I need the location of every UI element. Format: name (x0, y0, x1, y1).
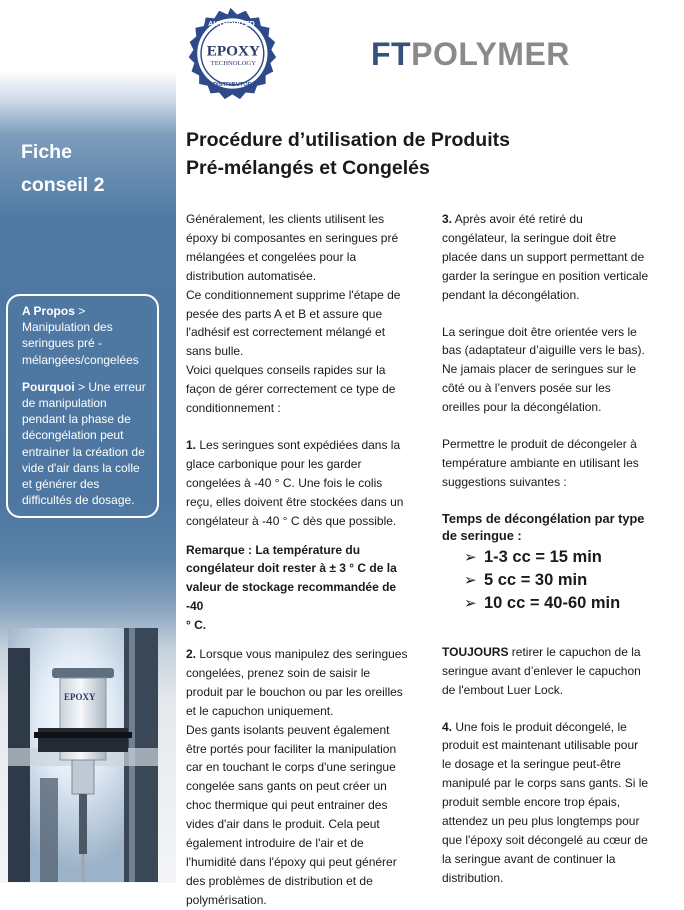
pourquoi-line: vide d'air dans la colle (22, 460, 140, 475)
epoxy-sub-text: TECHNOLOGY (210, 59, 257, 67)
toujours-line: seringue avant d’enlever le capuchon (442, 663, 641, 678)
step4-line: que l'époxy soit décongelé au cœur de (442, 832, 648, 847)
epoxy-top-text: AUTHORIZED (208, 19, 255, 28)
step2-line: congelées, prenez soin de saisir le (186, 665, 371, 680)
step2-line: être portés pour faciliter la manipulation (186, 741, 397, 756)
toujours-label: TOUJOURS (442, 644, 509, 659)
step2-line: choc thermique qui peut entrainer des (186, 798, 388, 813)
pourquoi-line: entrainer la création de (22, 444, 145, 459)
toujours-line: retirer le capuchon de la (508, 644, 641, 659)
page-title (186, 126, 510, 182)
intro-line: Généralement, les clients utilisent les (186, 212, 385, 226)
step-number: 4. (442, 719, 453, 734)
step4-line: produit est maintenant utilisable pour (442, 738, 639, 753)
step2-line: également introduire de l'air et de (186, 836, 364, 851)
apropos-line: Manipulation des (22, 320, 113, 335)
step-number: 2. (186, 647, 197, 662)
step2-line: Lorsque vous manipulez des seringues (196, 647, 408, 662)
permit-line: suggestions suivantes : (442, 474, 567, 489)
arrow-bullet-icon: ➢ (464, 594, 477, 612)
step4-line: Une fois le produit décongelé, le (452, 719, 627, 734)
pourquoi-line: pendant la phase de (22, 412, 131, 427)
epoxy-bottom-text: DISTRIBUTOR (213, 81, 252, 88)
step4-line: la seringue avant de continuer la (442, 851, 616, 866)
step3-line: pendant la décongélation. (442, 287, 580, 302)
thaw-time-item (464, 546, 668, 569)
intro-line: façon de gérer correctement ce type de (186, 382, 396, 397)
remark-line: ° C. (186, 618, 207, 633)
intro-line: époxy bi composantes en seringues pré (186, 230, 399, 245)
intro-line: mélangées et congelées pour la (186, 249, 357, 264)
title-line: Procédure d’utilisation de Produits (186, 129, 510, 151)
orient-line: Ne jamais placer de seringues sur le (442, 362, 637, 377)
step2-line: car en touchant le corps d'une seringue (186, 760, 396, 775)
column-right (442, 210, 668, 888)
step3-line: placée dans un support permettant de (442, 249, 645, 264)
step3-line: Après avoir été retiré du (452, 212, 583, 226)
step2-line: et le capuchon uniquement. (186, 703, 334, 718)
column-left (186, 210, 412, 910)
apropos-line: mélangées/congelées (22, 352, 139, 367)
ftpolymer-ft: FT (371, 36, 412, 72)
pourquoi-label: Pourquoi (22, 379, 75, 394)
pourquoi-arrow: > Une erreur (78, 379, 146, 394)
fiche-line: Fiche (21, 141, 72, 163)
step2-line: Des gants isolants peuvent également (186, 722, 390, 737)
step4-line: le dosage et la seringue peut-être (442, 757, 621, 772)
remark-line: Remarque : La température du (186, 542, 361, 557)
pourquoi-line: et générer des (22, 477, 100, 492)
step3-line: congélateur, la seringue doit être (442, 230, 617, 245)
step2-line: congelée sans gants on peut créer un (186, 779, 387, 794)
intro-line: pesée des parts A et B et assure que (186, 306, 383, 321)
toujours-line: de l'embout Luer Lock. (442, 682, 564, 697)
step4-line: distribution. (442, 870, 504, 885)
thaw-time-item (464, 592, 668, 615)
step2-line: l'humidité dans l'époxy qui peut générer (186, 855, 397, 869)
ftpolymer-logo (371, 36, 570, 72)
arrow-bullet-icon: ➢ (464, 571, 477, 589)
thaw-time-text: 5 cc = 30 min (484, 570, 588, 589)
intro-line: distribution automatisée. (186, 268, 317, 283)
orient-line: bas (adaptateur d’aiguille vers le bas). (442, 343, 645, 358)
syringe-label: EPOXY (64, 692, 96, 702)
apropos-box (6, 294, 159, 518)
fiche-conseil-title (21, 136, 104, 202)
epoxy-technology-logo (183, 6, 278, 101)
pourquoi-line: difficultés de dosage. (22, 493, 135, 508)
thaw-time-text: 10 cc = 40-60 min (484, 593, 621, 612)
step4-line: produit semble encore trop épais, (442, 795, 621, 810)
thaw-times-list (464, 546, 668, 615)
thaw-time-text: 1-3 cc = 15 min (484, 547, 602, 566)
arrow-bullet-icon: ➢ (464, 548, 477, 566)
step4-line: manipulé par le corps sans gants. Si le (442, 776, 649, 791)
orient-line: côté ou à l’envers posée sur les (442, 381, 611, 396)
step2-line: polymérisation. (186, 892, 267, 907)
permit-line: température ambiante en utilisant les (442, 455, 639, 470)
step2-line: vides d'air dans le produit. Cela peut (186, 817, 380, 832)
step-number: 1. (186, 437, 197, 452)
pourquoi-line: décongélation peut (22, 428, 124, 443)
epoxy-main-text: EPOXY (206, 42, 260, 60)
intro-line: Voici quelques conseils rapides sur la (186, 363, 386, 378)
step2-line: produit par le bouchon ou par les oreilles (186, 684, 403, 699)
intro-line: l'adhésif est correctement mélangé et (186, 325, 386, 340)
apropos-label: A Propos (22, 304, 75, 318)
step2-line: des problèmes de distribution et de (186, 873, 373, 888)
apropos-arrow: > (78, 304, 86, 318)
pourquoi-line: de manipulation (22, 396, 107, 411)
intro-line: Ce conditionnement supprime l'étape de (186, 287, 401, 302)
remark-line: congélateur doit rester à ± 3 ° C de la (186, 561, 397, 576)
step1-line: congélateur à -40 ° C dès que possible. (186, 513, 397, 528)
orient-line: oreilles pour la décongélation. (442, 400, 602, 415)
thaw-time-item (464, 569, 668, 592)
step1-line: reçu, elles doivent être stockées dans un (186, 494, 404, 509)
fiche-line: conseil 2 (21, 174, 105, 196)
thaw-times-title: Temps de décongélation par type (442, 510, 645, 526)
step1-line: Les seringues sont expédiées dans la (196, 437, 401, 452)
intro-line: sans bulle. (186, 344, 244, 359)
thaw-times-title: de seringue : (442, 527, 522, 543)
step1-line: glace carbonique pour les garder (186, 456, 362, 471)
step1-line: congelées à -40 ° C. Une fois le colis (186, 475, 383, 490)
apropos-line: seringues pré - (22, 336, 103, 351)
step-number: 3. (442, 212, 453, 226)
syringe-photo (8, 628, 158, 882)
intro-line: conditionnement : (186, 401, 281, 416)
step3-line: garder la seringue en position verticale (442, 268, 649, 283)
permit-line: Permettre le produit de décongeler à (442, 437, 637, 452)
remark-line: valeur de stockage recommandée de -40 (186, 580, 397, 614)
title-line: Pré-mélangés et Congelés (186, 157, 430, 179)
step4-line: attendez un peu plus longtemps pour (442, 814, 640, 829)
ftpolymer-polymer: POLYMER (411, 36, 570, 72)
orient-line: La seringue doit être orientée vers le (442, 324, 637, 339)
